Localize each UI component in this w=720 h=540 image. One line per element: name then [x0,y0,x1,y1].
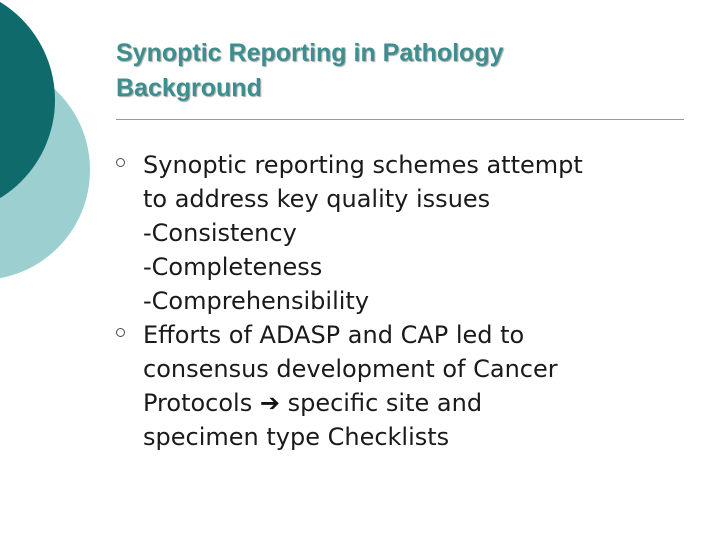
title-line-2: Background [116,74,262,102]
title-line-1: Synoptic Reporting in Pathology [116,39,504,67]
bullet-1-line-2: to address key quality issues [143,185,491,213]
bullet-list [116,148,706,454]
bullet-1-line-4: -Completeness [143,253,323,281]
bullet-2-line-4: specimen type Checklists [143,423,450,451]
hollow-circle-bullet-icon [116,158,125,167]
hollow-circle-bullet-icon [116,328,125,337]
bullet-item-1 [116,148,706,318]
bullet-2-line-3 [143,386,706,420]
bullet-2-line-2: consensus development of Cancer [143,355,558,383]
decorative-circles [0,0,110,290]
bullet-1-line-5: -Comprehensibility [143,287,370,315]
bullet-1-line-1: Synoptic reporting schemes attempt [143,151,583,179]
bullet-item-2 [116,318,706,454]
bullet-2-line-1: Efforts of ADASP and CAP led to [143,321,525,349]
bullet-1-line-3: -Consistency [143,219,297,247]
bullet-2-line-3-after: specific site and [287,389,483,417]
slide-title [116,36,696,106]
title-divider [116,119,684,120]
right-arrow-icon: ➔ [259,389,280,417]
bullet-2-line-3-before: Protocols [143,389,253,417]
